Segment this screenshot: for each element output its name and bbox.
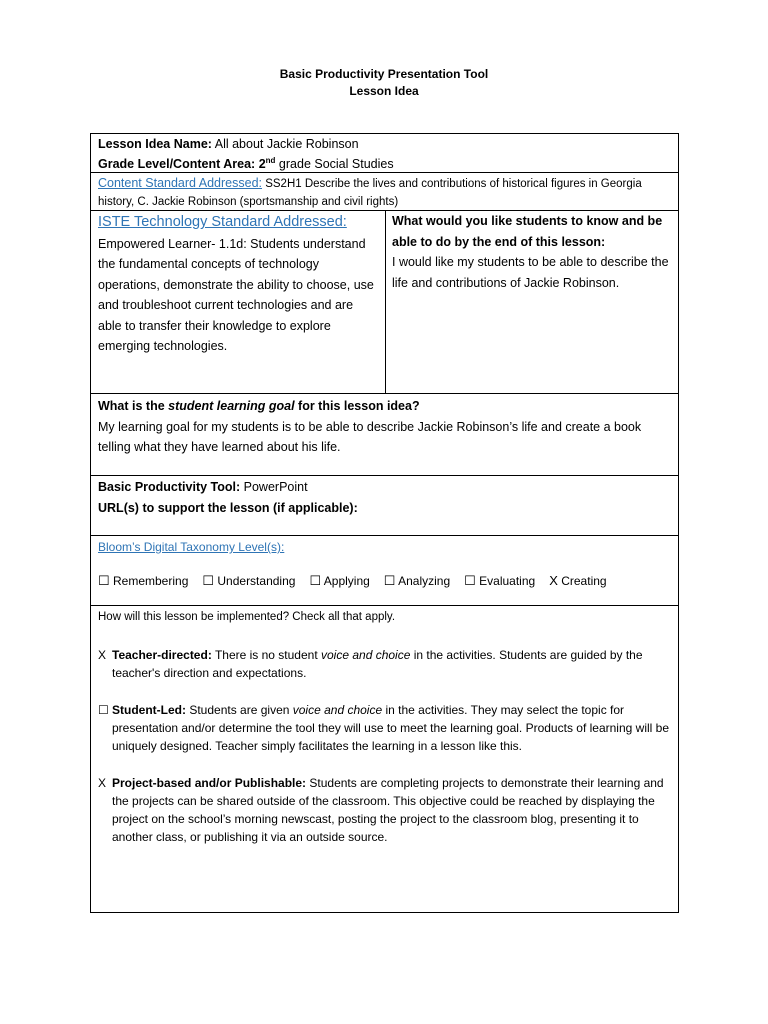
implementation-option-mark[interactable]: ☐ — [98, 703, 109, 717]
learning-goal-q-em: student learning goal — [168, 399, 295, 413]
content-standard-text: SS2H1 Describe the lives and contributions of historical figures in Georgia history, C. Jackie Robinson (sportsmanship and civil rights) — [98, 178, 642, 208]
implementation-option-text-em: voice and choice — [321, 648, 411, 662]
blooms-checkbox[interactable]: ☐ — [202, 573, 215, 588]
implementation-option-label: Student-Led: — [112, 703, 186, 717]
lesson-name-value: All about Jackie Robinson — [214, 137, 359, 151]
blooms-checkbox[interactable]: ☐ — [98, 573, 110, 588]
grade-subject: grade Social Studies — [278, 156, 394, 171]
implementation-option — [98, 646, 673, 682]
blooms-level-applying[interactable] — [309, 573, 369, 589]
implementation-option-mark[interactable]: X — [98, 776, 107, 790]
implementation-option-label: Project-based and/or Publishable: — [112, 776, 307, 790]
blooms-level-label: Analyzing — [398, 574, 451, 588]
implementation-question: How will this lesson be implemented? Check all that apply. — [98, 611, 396, 623]
column-divider — [385, 211, 386, 393]
lesson-name-label: Lesson Idea Name: — [98, 137, 212, 151]
learning-goal-q-post: for this lesson idea? — [294, 399, 420, 413]
iste-label: ISTE Technology Standard Addressed: — [98, 214, 347, 230]
implementation-option-text-em: voice and choice — [292, 703, 383, 717]
document-subtitle: Lesson Idea — [349, 84, 419, 98]
implementation-options — [98, 646, 673, 846]
blooms-level-remembering[interactable] — [98, 573, 188, 589]
lesson-info-row — [91, 134, 678, 173]
blooms-row — [91, 536, 678, 606]
blooms-level-analyzing[interactable] — [384, 573, 450, 589]
lesson-name-line — [98, 134, 671, 155]
blooms-checkbox[interactable]: X — [549, 573, 558, 588]
blooms-level-creating[interactable] — [549, 573, 606, 588]
blooms-level-list — [98, 572, 671, 590]
tool-value: PowerPoint — [243, 480, 308, 494]
blooms-level-label: Evaluating — [479, 574, 536, 588]
learning-goal-row — [91, 394, 678, 476]
lesson-form-table — [90, 133, 679, 913]
blooms-level-evaluating[interactable] — [464, 573, 535, 589]
productivity-tool-row — [91, 476, 678, 536]
learning-goal-question — [98, 396, 671, 417]
learning-goal-answer: My learning goal for my students is to be able to describe Jackie Robinson’s life and create a book telling what they have learned about his life. — [98, 419, 642, 454]
iste-cell — [98, 212, 380, 357]
grade-number: 2 — [258, 156, 266, 171]
implementation-option-mark[interactable]: X — [98, 648, 107, 662]
blooms-level-label: Remembering — [113, 574, 189, 588]
implementation-option-label: Teacher-directed: — [112, 648, 212, 662]
blooms-level-label: Creating — [561, 574, 607, 588]
blooms-label: Bloom’s Digital Taxonomy Level(s): — [98, 540, 285, 554]
iste-text: Empowered Learner- 1.1d: Students understand the fundamental concepts of technology operations, demonstrate the ability to choose, use and troubleshoot current technologies and are able to transfer their knowledge to explore emerging technologies. — [98, 236, 374, 353]
iste-know-row — [91, 211, 678, 394]
content-standard-label: Content Standard Addressed: — [98, 176, 263, 190]
implementation-option-text-post: in the activities. They may select the topic for presentation and/or determine the tool they will use to meet the learning goal. Products of learning will be uniquely designed. Teacher simply facilitates the learning in a lesson like this. — [112, 703, 669, 753]
implementation-option — [98, 774, 673, 846]
content-standard-row — [91, 173, 678, 211]
document-title: Basic Productivity Presentation Tool — [279, 67, 489, 81]
blooms-checkbox[interactable]: ☐ — [383, 573, 396, 588]
blooms-checkbox[interactable]: ☐ — [309, 573, 322, 588]
learning-goal-q-pre: What is the — [98, 399, 169, 413]
blooms-level-understanding[interactable] — [202, 573, 295, 589]
grade-level-label: Grade Level/Content Area: — [98, 156, 256, 171]
implementation-section — [98, 608, 673, 846]
implementation-option-text-post: in the activities. Students are guided by the teacher's direction and expectations. — [112, 648, 643, 680]
implementation-option — [98, 701, 673, 755]
tool-label: Basic Productivity Tool: — [98, 480, 241, 494]
url-label: URL(s) to support the lesson (if applicable): — [98, 500, 358, 515]
tool-line — [98, 477, 671, 498]
blooms-level-label: Understanding — [217, 574, 296, 588]
know-answer: I would like my students to be able to describe the life and contributions of Jackie Robinson. — [392, 255, 669, 290]
grade-level-line — [98, 154, 671, 175]
implementation-option-text-pre: There is no student — [214, 648, 321, 662]
grade-ordinal: nd — [265, 155, 276, 165]
document-header — [0, 66, 768, 100]
implementation-option-text-pre: Students are given — [189, 703, 293, 717]
blooms-checkbox[interactable]: ☐ — [464, 573, 476, 588]
blooms-level-label: Applying — [323, 574, 370, 588]
know-question: What would you like students to know and be able to do by the end of this lesson: — [392, 214, 663, 249]
know-cell — [392, 211, 672, 293]
implementation-option-text-pre: Students are completing projects to demonstrate their learning and the projects can be shared outside of the classroom. This objective could be reached by displaying the project on the school’s morning newscast, posting the project to the classroom blog, presenting it to another class, or publishing it via an outside source. — [112, 776, 664, 844]
